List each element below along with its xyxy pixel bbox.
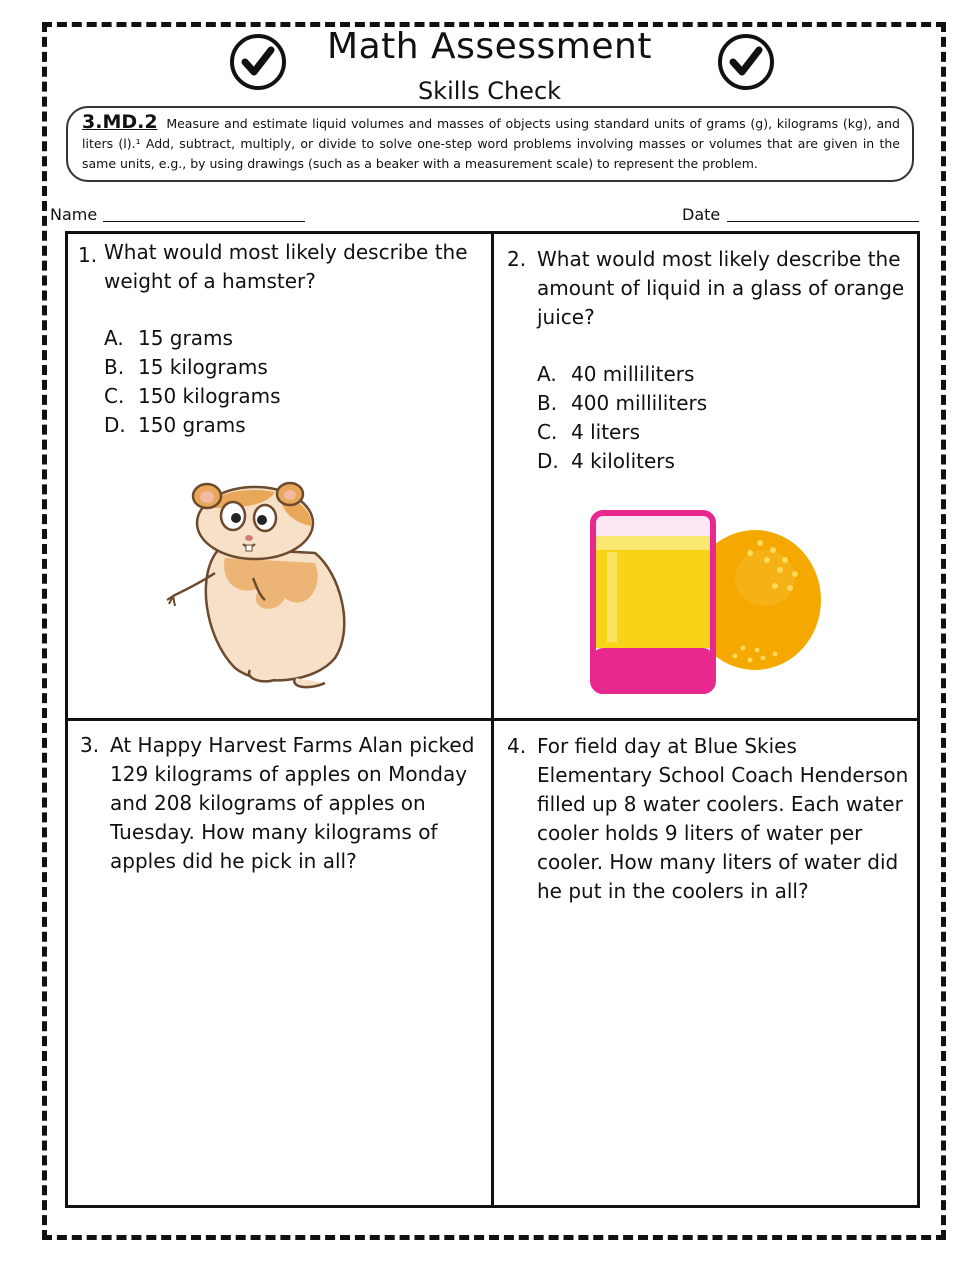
name-label: Name (50, 205, 98, 224)
grid-divider-horizontal (65, 718, 920, 721)
choice-b[interactable]: B. 400 milliliters (537, 391, 708, 415)
question-number: 3. (80, 733, 100, 757)
question-text: What would most likely describe the weight of a hamster? (104, 240, 468, 293)
choice-c[interactable]: C. 150 kilograms (104, 384, 281, 408)
page-subtitle: Skills Check (417, 77, 562, 105)
answer-area-4[interactable] (497, 910, 915, 1202)
question-number: 4. (507, 734, 527, 758)
choice-c[interactable]: C. 4 liters (537, 420, 640, 444)
choice-d[interactable]: D. 4 kiloliters (537, 449, 675, 473)
choice-a[interactable]: A. 40 milliliters (537, 362, 695, 386)
question-text: What would most likely describe the amount of liquid in a glass of orange juice? (537, 247, 905, 329)
answer-area-3[interactable] (70, 880, 488, 1202)
question-text: At Happy Harvest Farms Alan picked 129 kilograms of apples on Monday and 208 kilograms of apples on Tuesday. How many kilograms of apples did he pick in all? (110, 733, 475, 873)
name-field[interactable] (103, 221, 305, 222)
choice-d[interactable]: D. 150 grams (104, 413, 246, 437)
question-text: For field day at Blue Skies Elementary School Coach Henderson filled up 8 water coolers. Each water cooler holds 9 liters of water per cooler. How many liters of water did he put in the coolers in all? (537, 734, 909, 903)
choice-a[interactable]: A. 15 grams (104, 326, 233, 350)
question-number: 2. (507, 247, 527, 271)
orange-juice-illustration (585, 508, 825, 698)
question-1-choices (104, 324, 281, 440)
date-field[interactable] (727, 221, 919, 222)
standard-text: Measure and estimate liquid volumes and masses of objects using standard units of grams (g), kilograms (kg), and liters (l).¹ Add, subtract, multiply, or divide to solve one-step word problems involving masses or volumes that are given in the same units, e.g., by using drawings (such as a beaker with a measurement scale) to represent the problem. (82, 116, 900, 171)
hamster-illustration (165, 478, 355, 693)
question-2-choices (537, 360, 707, 476)
standard-code: 3.MD.2 (82, 111, 158, 133)
page-title: Math Assessment (327, 26, 652, 67)
standard-box (66, 106, 914, 182)
question-number: 1. (78, 243, 98, 267)
date-label: Date (682, 205, 721, 224)
choice-b[interactable]: B. 15 kilograms (104, 355, 268, 379)
